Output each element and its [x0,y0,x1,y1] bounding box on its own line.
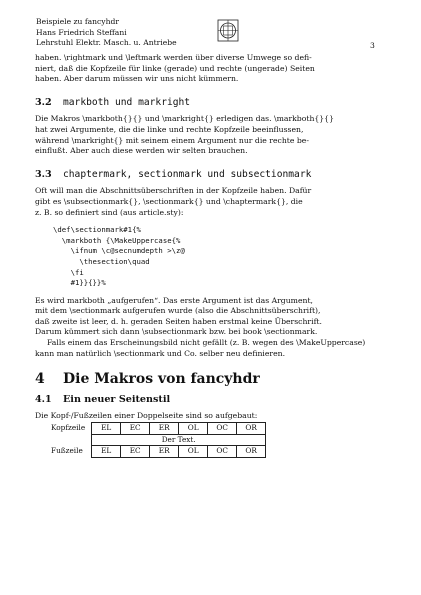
row-label-header: Kopfzeile [51,423,86,433]
section-3-3-explanation [35,296,381,338]
text-line: z. B. so definiert sind (aus article.sty): [35,207,184,217]
text-line: Die Kopf-/Fußzeilen einer Doppelseite sind so aufgebaut: [35,411,258,421]
text-line: kann man natürlich \sectionmark und Co. selber neu definieren. [35,348,286,358]
section-title: markboth und markright [63,96,191,108]
text-line: gibt es \subsectionmark{}, \sectionmark{} und \chaptermark{}, die [35,196,303,206]
table-row [47,423,266,435]
page-number: 3 [370,41,375,50]
text-line: hat zwei Argumente, die die linke und rechte Kopfzeile beeinflussen, [35,124,304,134]
header-author: Hans Friedrich Steffani [36,27,127,37]
page-body [35,53,381,458]
section-number: 3.3 [35,168,52,180]
chapter-number: 4 [35,371,45,388]
code-line: \markboth {\MakeUppercase{% [53,235,181,245]
table-row [47,446,266,458]
section-3-3-paragraph [35,186,381,218]
cell-ol: OL [179,446,208,458]
row-label-footer: Fußzeile [51,446,83,456]
header-institute: Lehrstuhl Elektr. Masch. u. Antriebe [36,38,177,48]
section-number: 4.1 [35,393,52,405]
institute-logo-icon [216,18,240,43]
text-line: Es wird markboth „aufgerufen“. Das erste Argument ist das Argument, [35,295,313,305]
intro-line: niert, daß die Kopfzeile für linke (gerade) und rechte (ungerade) Seiten [35,63,315,73]
code-line: \ifnum \c@secnumdepth >\z@ [53,246,185,256]
section-title: Ein neuer Seitenstil [63,393,171,405]
cell-body-text: Der Text. [92,434,266,446]
section-heading-3-2 [35,98,381,109]
cell-ec: EC [121,423,150,435]
text-line: daß zweite ist leer, d. h. geraden Seiten haben erstmal keine Überschrift. [35,316,322,326]
cell-el: EL [92,423,121,435]
cell-or: OR [237,446,266,458]
cell-er: ER [150,423,179,435]
cell-ol: OL [179,423,208,435]
chapter-heading-4 [35,371,381,388]
code-listing [35,225,381,289]
text-line: Falls einem das Erscheinungsbild nicht gefällt (z. B. wegen des \MakeUppercase) [47,338,366,348]
code-line: \def\sectionmark#1{% [53,225,141,235]
section-heading-3-3 [35,170,381,181]
cell-er: ER [150,446,179,458]
section-title: chaptermark, sectionmark und subsectionmark [63,168,312,180]
section-3-3-note [35,338,381,359]
chapter-title: Die Makros von fancyhdr [63,371,260,388]
section-heading-4-1 [35,395,381,406]
text-line: während \markright{} mit seinem einem Argument nur die rechte be- [35,135,309,145]
cell-el: EL [92,446,121,458]
intro-paragraph [35,53,381,85]
running-header [36,17,177,49]
section-3-2-paragraph [35,114,381,156]
cell-oc: OC [208,446,237,458]
intro-line: haben. \rightmark und \leftmark werden über diverse Umwege so defi- [35,53,312,62]
cell-ec: EC [121,446,150,458]
section-number: 3.2 [35,96,52,108]
section-4-1-paragraph [35,411,381,422]
cell-or: OR [237,423,266,435]
text-line: Darum kümmert sich dann \subsectionmark bzw. bei book \sectionmark. [35,327,318,337]
table-row [47,434,266,446]
text-line: Die Makros \markboth{}{} und \markright{} erledigen das. \markboth{}{} [35,114,334,124]
text-line: einflußt. Aber auch diese werden wir selten brauchen. [35,146,248,156]
code-line: \thesection\quad [53,256,150,266]
text-line: mit dem \sectionmark aufgerufen wurde (also die Abschnittsüberschrift), [35,306,321,316]
code-line: #1}}{}}% [53,278,106,288]
intro-line: haben. Aber darum müssen wir uns nicht kümmern. [35,74,239,84]
header-title: Beispiele zu fancyhdr [36,17,119,26]
header-footer-layout-table [47,422,266,458]
text-line: Oft will man die Abschnittsüberschriften in der Kopfzeile haben. Dafür [35,186,312,196]
code-line: \fi [53,267,84,277]
cell-oc: OC [208,423,237,435]
